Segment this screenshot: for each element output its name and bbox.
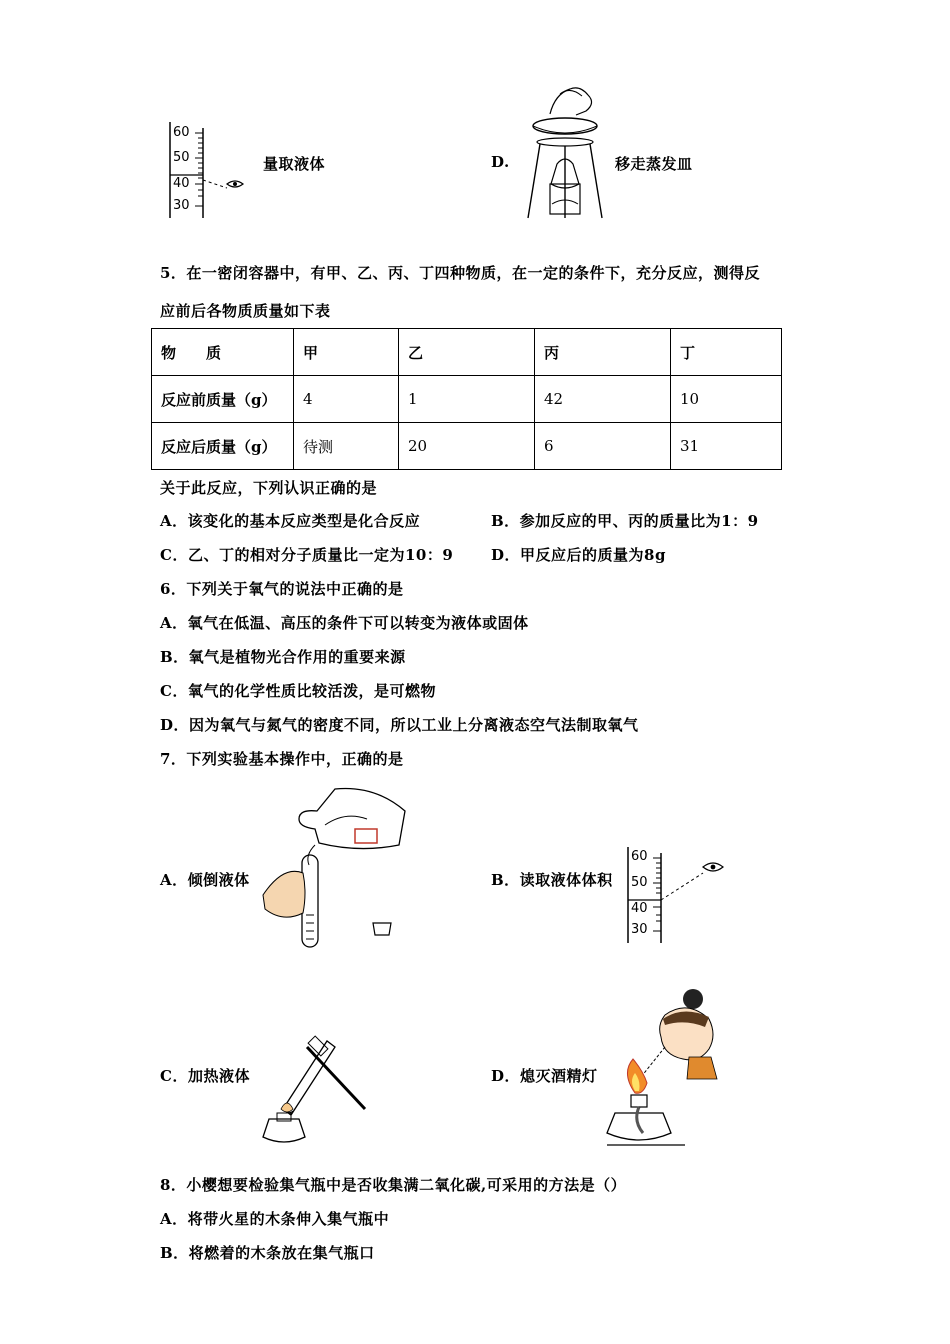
top-cylinder-tick-40: 40 — [173, 176, 190, 191]
table-header-cell: 丙 — [535, 329, 671, 376]
q6-option-d: D．因为氧气与氮气的密度不同，所以工业上分离液态空气法制取氧气 — [160, 716, 639, 734]
q5-after-table: 关于此反应，下列认识正确的是 — [160, 479, 378, 497]
table-cell: 10 — [671, 376, 782, 423]
option-d-label-top: 移走蒸发皿 — [615, 155, 693, 173]
q8-option-b: B．将燃着的木条放在集气瓶口 — [160, 1244, 375, 1262]
table-row — [152, 376, 782, 423]
extinguish-lamp-figure — [605, 985, 725, 1150]
table-row — [152, 423, 782, 470]
top-cylinder-tick-30: 30 — [173, 198, 190, 213]
q8-stem: 8．小樱想要检验集气瓶中是否收集满二氧化碳,可采用的方法是（） — [160, 1176, 627, 1194]
top-cylinder-tick-60: 60 — [173, 125, 190, 140]
q5-stem-line2: 应前后各物质质量如下表 — [160, 302, 331, 320]
q6-option-b: B．氧气是植物光合作用的重要来源 — [160, 648, 406, 666]
q5-option-c: C．乙、丁的相对分子质量比一定为10：9 — [160, 546, 454, 564]
table-header-cell: 丁 — [671, 329, 782, 376]
q7-option-a: A．倾倒液体 — [160, 871, 250, 889]
q5-option-d: D．甲反应后的质量为8g — [491, 546, 666, 564]
table-cell: 42 — [535, 376, 671, 423]
table-header-cell: 乙 — [399, 329, 535, 376]
table-header-cell: 物 质 — [152, 329, 294, 376]
q7-stem: 7．下列实验基本操作中，正确的是 — [160, 750, 404, 768]
table-cell: 4 — [294, 376, 399, 423]
q7-cylinder-tick-60: 60 — [631, 849, 648, 864]
q5-mass-table — [151, 328, 782, 470]
option-d-letter-top: D. — [491, 153, 510, 171]
q7-cylinder-tick-40: 40 — [631, 901, 648, 916]
heating-liquid-figure — [255, 1035, 375, 1150]
table-header-row — [152, 329, 782, 376]
q7-option-c: C．加热液体 — [160, 1067, 250, 1085]
q6-option-a: A．氧气在低温、高压的条件下可以转变为液体或固体 — [160, 614, 529, 632]
evaporating-dish-figure — [520, 84, 610, 220]
option-c-label-top: 量取液体 — [263, 155, 326, 173]
q7-option-d: D．熄灭酒精灯 — [491, 1067, 598, 1085]
q5-stem-line1: 5．在一密闭容器中，有甲、乙、丙、丁四种物质，在一定的条件下，充分反应，测得反 — [160, 264, 760, 282]
q6-stem: 6．下列关于氧气的说法中正确的是 — [160, 580, 404, 598]
table-cell: 6 — [535, 423, 671, 470]
table-cell: 待测 — [294, 423, 399, 470]
q6-option-c: C．氧气的化学性质比较活泼，是可燃物 — [160, 682, 436, 700]
table-cell: 反应前质量（g） — [152, 376, 294, 423]
table-header-cell: 甲 — [294, 329, 399, 376]
q5-option-a: A．该变化的基本反应类型是化合反应 — [160, 512, 421, 530]
q7-option-b: B．读取液体体积 — [491, 871, 613, 889]
table-cell: 反应后质量（g） — [152, 423, 294, 470]
table-cell: 31 — [671, 423, 782, 470]
q5-option-b: B．参加反应的甲、丙的质量比为1：9 — [491, 512, 759, 530]
table-cell: 20 — [399, 423, 535, 470]
top-cylinder-tick-50: 50 — [173, 150, 190, 165]
q8-option-a: A．将带火星的木条伸入集气瓶中 — [160, 1210, 390, 1228]
pouring-liquid-figure — [255, 785, 415, 950]
q7-cylinder-tick-30: 30 — [631, 922, 648, 937]
q7-cylinder-tick-50: 50 — [631, 875, 648, 890]
table-cell: 1 — [399, 376, 535, 423]
